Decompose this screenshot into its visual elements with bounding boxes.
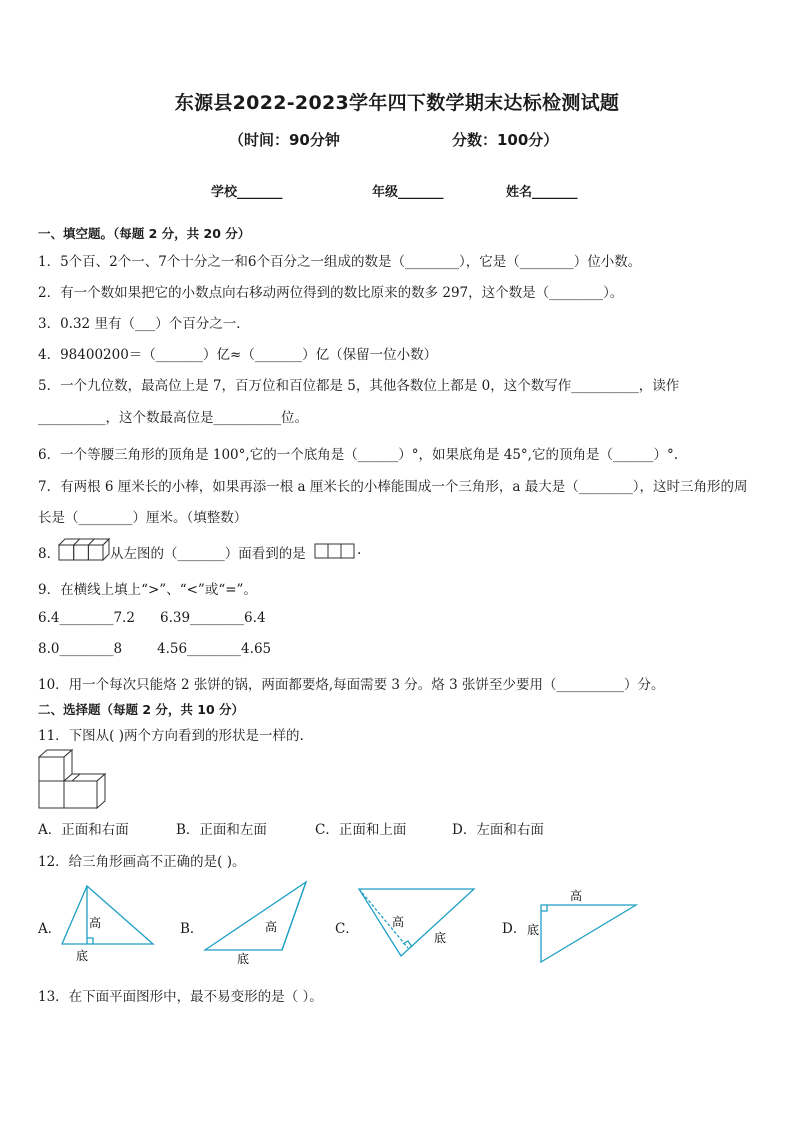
question-4: 4．98400200＝（_______）亿≈（_______）亿（保留一位小数） bbox=[38, 347, 438, 363]
section1-heading: 一、填空题。（每题 2 分，共 20 分） bbox=[38, 226, 251, 241]
section2-heading: 二、选择题（每题 2 分，共 10 分） bbox=[38, 702, 245, 717]
question-9-c: 8.0________8 bbox=[38, 641, 123, 657]
cube-stack-figure bbox=[38, 748, 110, 810]
grade-field: 年级_______ bbox=[372, 185, 444, 200]
question-11: 11．下图从( )两个方向看到的形状是一样的. bbox=[38, 728, 304, 744]
triangle-a-base-label: 底 bbox=[76, 949, 89, 963]
question-9: 9．在横线上填上“>”、“<”或“=”。 bbox=[38, 582, 257, 598]
exam-title: 东源县2022-2023学年四下数学期末达标检测试题 bbox=[174, 92, 620, 114]
q12-label-c: C． bbox=[335, 921, 359, 937]
question-7-line1: 7．有两根 6 厘米长的小棒，如果再添一根 a 厘米长的小棒能围成一个三角形，a 最大是（________），这时三角形的周 bbox=[38, 479, 748, 495]
name-field: 姓名_______ bbox=[506, 185, 578, 200]
triangle-d-base-label: 底 bbox=[527, 923, 540, 937]
question-9-b: 6.39________6.4 bbox=[160, 610, 266, 626]
question-8-end: . bbox=[357, 542, 362, 558]
question-1: 1．5个百、2个一、7个十分之一和6个百分之一组成的数是（________），它是（________）位小数。 bbox=[38, 254, 642, 270]
exam-time: （时间：90分钟 bbox=[229, 131, 340, 149]
triangle-a-height-label: 高 bbox=[89, 916, 102, 930]
question-10: 10．用一个每次只能烙 2 张饼的锅，两面都要烙,每面需要 3 分。烙 3 张饼至少要用（__________）分。 bbox=[38, 677, 665, 693]
three-squares-figure bbox=[314, 543, 356, 559]
question-6: 6．一个等腰三角形的顶角是 100°,它的一个底角是（______）°，如果底角是 45°,它的顶角是（______）°. bbox=[38, 447, 678, 463]
q11-option-a: A．正面和右面 bbox=[38, 822, 129, 838]
question-9-d: 4.56________4.65 bbox=[157, 641, 272, 657]
q12-label-b: B． bbox=[180, 921, 204, 937]
q11-option-c: C．正面和上面 bbox=[315, 822, 407, 838]
triangle-c-base-label: 底 bbox=[434, 931, 447, 945]
question-8-prefix: 8． bbox=[38, 546, 61, 562]
triangle-d-figure bbox=[525, 886, 639, 966]
triangle-b-height-label: 高 bbox=[265, 920, 278, 934]
cube-row-figure bbox=[58, 537, 110, 561]
triangle-a-figure bbox=[60, 884, 158, 964]
triangle-b-figure bbox=[203, 879, 311, 967]
question-7-line2: 长是（________）厘米。（填整数） bbox=[38, 510, 248, 526]
question-2: 2．有一个数如果把它的小数点向右移动两位得到的数比原来的数多 297，这个数是（________）。 bbox=[38, 285, 624, 301]
question-13: 13．在下面平面图形中，最不易变形的是（ ）。 bbox=[38, 989, 323, 1005]
q11-option-b: B．正面和左面 bbox=[176, 822, 267, 838]
question-8-text: 从左图的（_______）面看到的是 bbox=[110, 546, 306, 562]
question-3: 3．0.32 里有（___）个百分之一． bbox=[38, 316, 250, 332]
triangle-b-base-label: 底 bbox=[237, 952, 250, 966]
triangle-d-height-label: 高 bbox=[570, 889, 583, 903]
exam-score: 分数：100分） bbox=[452, 131, 559, 149]
school-field: 学校_______ bbox=[211, 185, 283, 200]
question-12: 12．给三角形画高不正确的是( )。 bbox=[38, 854, 246, 870]
q11-option-d: D．左面和右面 bbox=[452, 822, 544, 838]
q12-label-a: A． bbox=[38, 921, 62, 937]
triangle-c-height-label: 高 bbox=[392, 915, 405, 929]
question-5-line1: 5．一个九位数，最高位上是 7，百万位和百位都是 5，其他各数位上都是 0，这个数写作__________，读作 bbox=[38, 378, 680, 394]
question-9-a: 6.4________7.2 bbox=[38, 610, 135, 626]
q12-label-d: D． bbox=[502, 921, 527, 937]
triangle-c-figure bbox=[356, 886, 478, 960]
question-5-line2: __________，这个数最高位是__________位。 bbox=[38, 410, 308, 426]
